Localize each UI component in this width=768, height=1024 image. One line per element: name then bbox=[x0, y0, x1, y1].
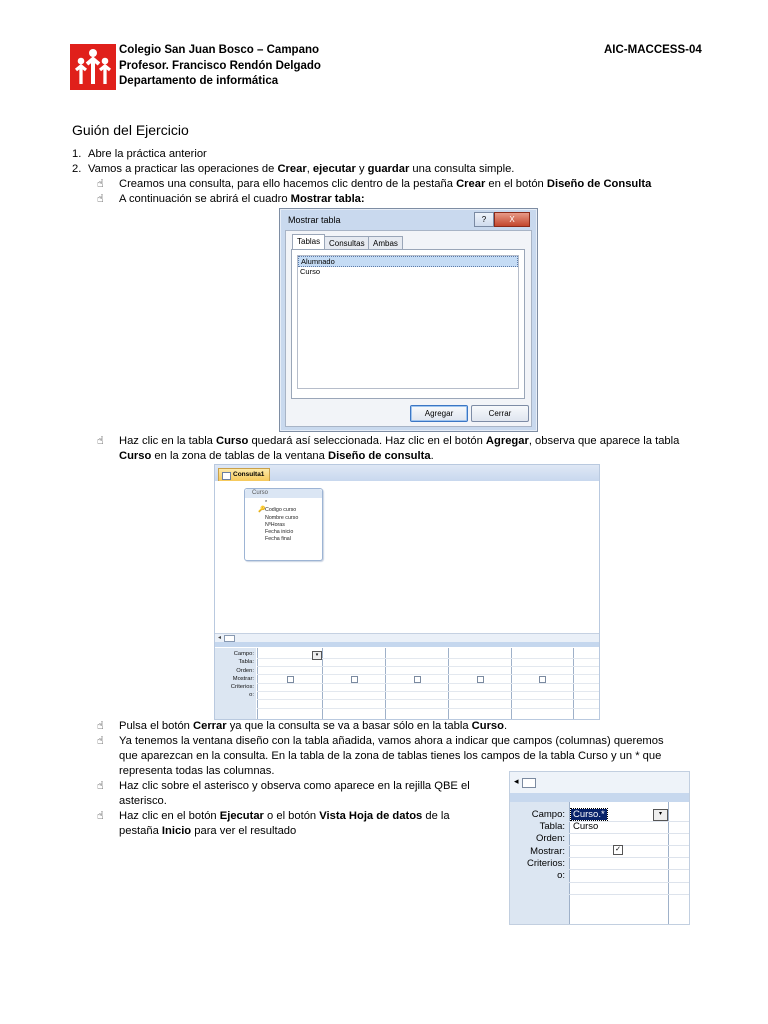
list-item-2 bbox=[72, 162, 515, 177]
list-item-1 bbox=[72, 147, 207, 162]
tab-consulta1[interactable]: Consulta1 bbox=[218, 468, 270, 481]
table-field-list[interactable] bbox=[244, 488, 323, 561]
tab-panel bbox=[291, 249, 525, 399]
bullet-5-line3: representa todas las columnas. bbox=[119, 765, 275, 777]
bullet-1 bbox=[97, 177, 652, 192]
bullet-text: Creamos una consulta, para ello hacemos clic dentro de la pestaña Crear en el botón Diseño de Consulta bbox=[119, 178, 652, 190]
list-text: Abre la práctica anterior bbox=[88, 148, 207, 160]
bullet-3-continued: Curso en la zona de tablas de la ventana Diseño de consulta. bbox=[119, 450, 434, 462]
mostrar-checkbox[interactable]: ✓ bbox=[613, 845, 623, 855]
grid-row-line bbox=[569, 857, 689, 858]
row-label: Campo: bbox=[233, 651, 254, 657]
row-label: Criterios: bbox=[526, 857, 565, 869]
school-logo-icon bbox=[70, 44, 116, 90]
row-label: Tabla: bbox=[238, 659, 254, 666]
list-item-curso[interactable]: Curso bbox=[300, 267, 321, 276]
bullet-7 bbox=[97, 809, 450, 824]
bullet-text: Haz clic sobre el asterisco y observa como aparece en la rejilla QBE el bbox=[119, 780, 470, 792]
grid-row-line bbox=[257, 699, 599, 700]
horizontal-scrollbar[interactable] bbox=[510, 772, 689, 793]
list-item-alumnado[interactable]: Alumnado bbox=[298, 256, 518, 267]
grid-row-line bbox=[569, 894, 689, 895]
key-icon: 🔑 bbox=[258, 507, 266, 514]
grid-row-line bbox=[569, 833, 689, 834]
pane-splitter[interactable] bbox=[510, 793, 689, 802]
list-text: Vamos a practicar las operaciones de Crear, ejecutar y guardar una consulta simple. bbox=[88, 163, 515, 175]
mostrar-checkbox[interactable] bbox=[414, 676, 421, 683]
bullet-6-line2: asterisco. bbox=[119, 795, 167, 807]
list-number: 1. bbox=[72, 148, 82, 160]
cerrar-button[interactable]: Cerrar bbox=[471, 405, 529, 422]
query-icon bbox=[222, 472, 231, 480]
mostrar-checkbox[interactable] bbox=[539, 676, 546, 683]
row-label: Orden: bbox=[236, 667, 254, 674]
mostrar-tabla-dialog bbox=[279, 208, 538, 432]
tab-consultas[interactable]: Consultas bbox=[324, 236, 370, 250]
row-label: Tabla: bbox=[539, 821, 565, 833]
field-dropdown-icon[interactable]: ▾ bbox=[312, 651, 322, 660]
mostrar-checkbox[interactable] bbox=[351, 676, 358, 683]
scroll-thumb[interactable] bbox=[522, 778, 536, 788]
field-item[interactable]: * bbox=[265, 500, 268, 506]
bullet-5 bbox=[97, 734, 664, 749]
table-list bbox=[297, 255, 519, 389]
bullet-text: Haz clic en el botón Ejecutar o el botón Vista Hoja de datos de la bbox=[119, 810, 450, 822]
field-item[interactable]: Fecha inicio bbox=[265, 529, 294, 536]
bullet-4 bbox=[97, 719, 508, 734]
section-title: Guión del Ejercicio bbox=[72, 122, 189, 138]
qbe-grid-closeup bbox=[509, 771, 690, 925]
pointing-hand-icon: ☝ bbox=[97, 780, 104, 792]
list-number: 2. bbox=[72, 163, 82, 175]
grid-row-line bbox=[569, 882, 689, 883]
qbe-row-labels bbox=[510, 802, 569, 924]
document-code: AIC-MACCESS-04 bbox=[604, 44, 702, 56]
scroll-left-icon[interactable]: ◂ bbox=[514, 776, 519, 786]
document-tab-bar bbox=[215, 465, 599, 481]
pointing-hand-icon: ☝ bbox=[97, 735, 104, 747]
pane-splitter[interactable] bbox=[215, 642, 599, 647]
header-block bbox=[119, 43, 321, 90]
field-list-title: Curso bbox=[245, 489, 322, 498]
qbe-grid bbox=[215, 648, 599, 719]
tab-tablas[interactable]: Tablas bbox=[292, 234, 325, 250]
grid-row-line bbox=[257, 708, 599, 709]
school-name: Colegio San Juan Bosco – Campano bbox=[119, 44, 320, 56]
bullet-6 bbox=[97, 779, 470, 794]
campo-field-input[interactable]: Curso.* bbox=[573, 809, 605, 820]
pointing-hand-icon: ☝ bbox=[97, 720, 104, 732]
scroll-left-icon[interactable]: ◂ bbox=[218, 635, 222, 641]
qbe-row-labels bbox=[215, 648, 256, 719]
field-item[interactable]: 🔑 Codigo curso bbox=[258, 507, 297, 514]
help-button[interactable]: ? bbox=[474, 212, 494, 227]
grid-row-line bbox=[257, 674, 599, 675]
field-item[interactable]: Fecha final bbox=[265, 536, 291, 543]
pointing-hand-icon: ☝ bbox=[97, 193, 104, 205]
row-label: o: bbox=[249, 692, 254, 699]
agregar-button[interactable]: Agregar bbox=[410, 405, 468, 422]
teacher-name: Profesor. Francisco Rendón Delgado bbox=[119, 59, 321, 72]
bullet-text: Pulsa el botón Cerrar ya que la consulta se va a basar sólo en la tabla Curso. bbox=[119, 720, 508, 732]
grid-row-line bbox=[569, 869, 689, 870]
field-item[interactable]: NºHoras bbox=[265, 521, 285, 528]
field-item[interactable]: Nombre curso bbox=[265, 514, 299, 521]
dialog-body bbox=[285, 230, 532, 427]
dialog-title: Mostrar tabla bbox=[288, 215, 341, 225]
bullet-2 bbox=[97, 192, 365, 207]
bullet-7-line2: pestaña Inicio para ver el resultado bbox=[119, 825, 297, 837]
tab-ambas[interactable]: Ambas bbox=[368, 236, 403, 250]
pointing-hand-icon: ☝ bbox=[97, 178, 104, 190]
query-design-window bbox=[214, 464, 600, 720]
bullet-text: A continuación se abrirá el cuadro Mostrar tabla: bbox=[119, 193, 365, 205]
close-button[interactable]: X bbox=[494, 212, 530, 227]
field-dropdown-icon[interactable]: ▾ bbox=[653, 809, 668, 821]
department-name: Departamento de informática bbox=[119, 75, 279, 87]
row-label: Orden: bbox=[535, 833, 565, 845]
bullet-5-line2: que aparezcan en la consulta. En la tabla de la zona de tablas tienes los campos de la tabla Curso y un * que bbox=[119, 750, 662, 762]
mostrar-checkbox[interactable] bbox=[287, 676, 294, 683]
bullet-3 bbox=[97, 434, 680, 449]
grid-row-line bbox=[569, 845, 689, 846]
tabla-value: Curso bbox=[573, 821, 599, 832]
row-label: Criterios: bbox=[230, 684, 254, 691]
pointing-hand-icon: ☝ bbox=[97, 810, 104, 822]
grid-row-line bbox=[257, 658, 599, 659]
row-label: o: bbox=[557, 870, 565, 882]
grid-row-line bbox=[257, 691, 599, 692]
row-label: Campo: bbox=[531, 809, 565, 820]
row-label: Mostrar: bbox=[232, 675, 254, 682]
school-logo bbox=[70, 44, 116, 90]
bullet-text: Ya tenemos la ventana diseño con la tabla añadida, vamos ahora a indicar que campos (columnas) queremos bbox=[119, 735, 664, 747]
row-label: Mostrar: bbox=[530, 845, 565, 857]
horizontal-scrollbar[interactable] bbox=[215, 633, 599, 642]
pointing-hand-icon: ☝ bbox=[97, 435, 104, 447]
bullet-text: Haz clic en la tabla Curso quedará así seleccionada. Haz clic en el botón Agregar, observa que aparece la tabla bbox=[119, 435, 680, 447]
mostrar-checkbox[interactable] bbox=[477, 676, 484, 683]
scroll-thumb[interactable] bbox=[224, 635, 235, 642]
grid-row-line bbox=[257, 683, 599, 684]
grid-row-line bbox=[257, 666, 599, 667]
